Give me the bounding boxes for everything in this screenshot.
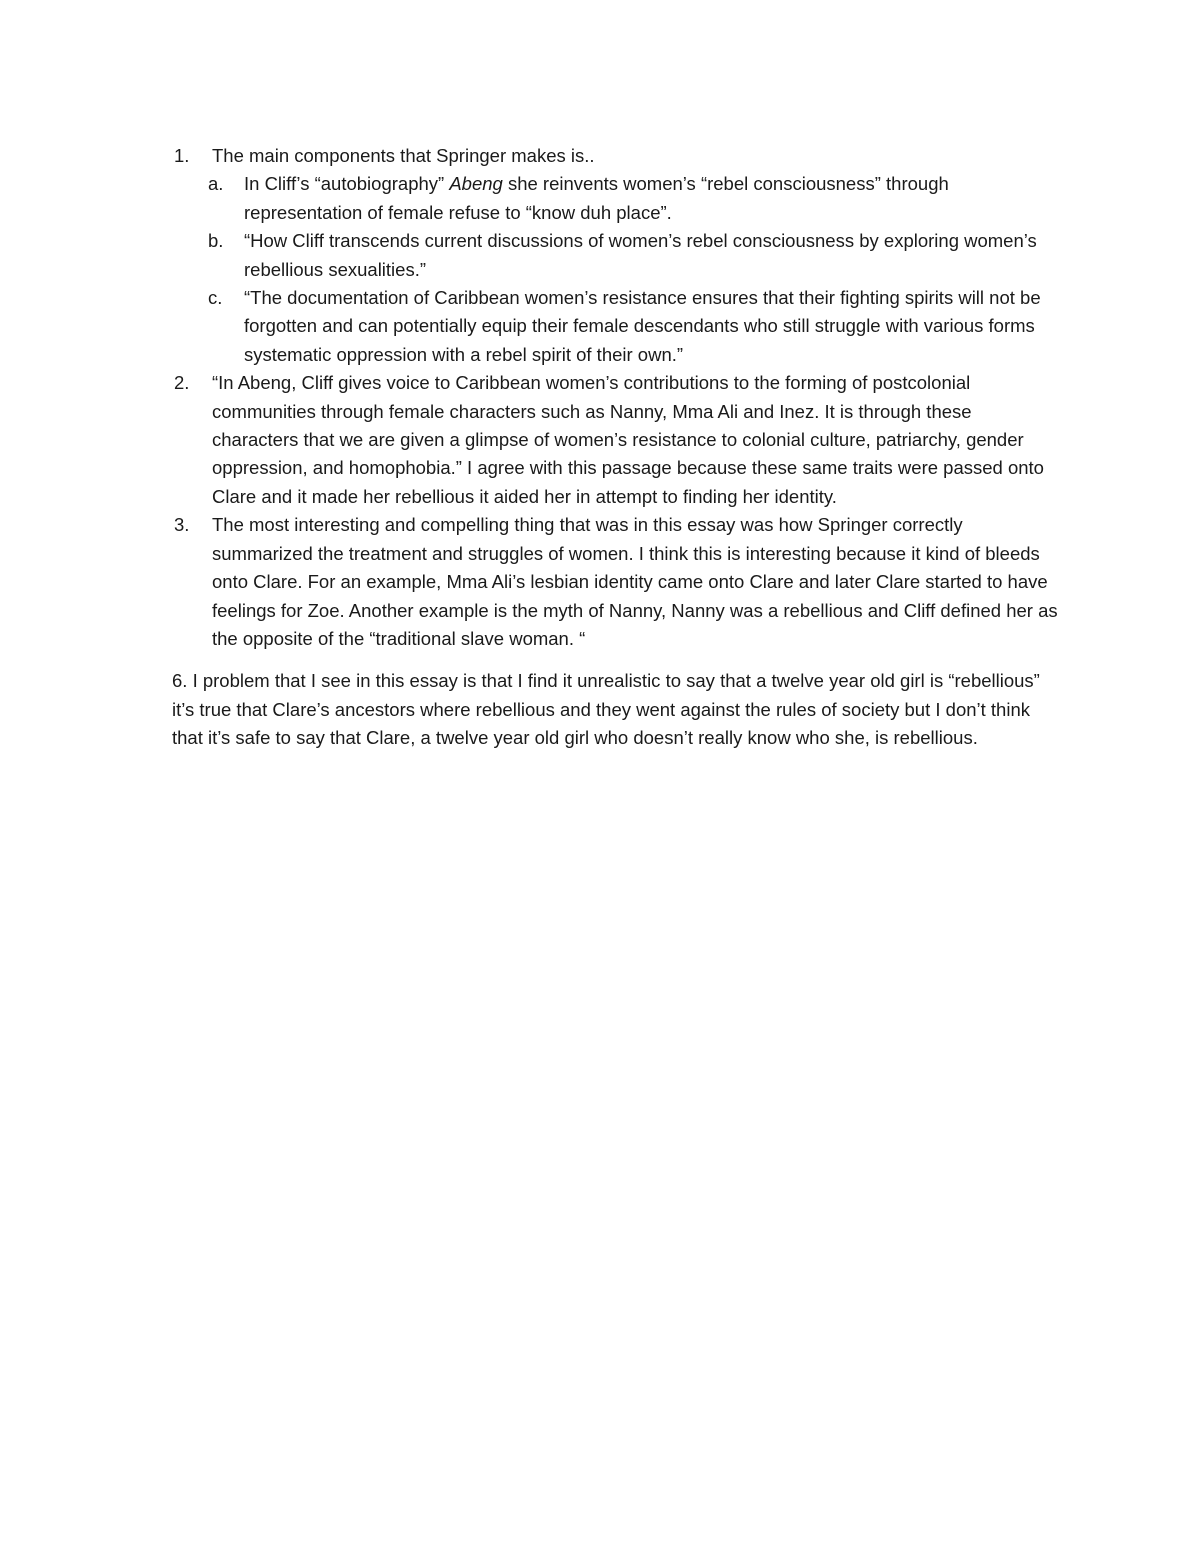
list-item-text: “In Abeng, Cliff gives voice to Caribbean women’s contributions to the forming of postcolonial communities through female characters such as Nanny, Mma Ali and Inez. It is through these characters that we are given a glimpse of women’s resistance to colonial culture, patriarchy, gender oppression, and homophobia.” I agree with this passage because these same traits were passed onto Clare and it made her rebellious it aided her in attempt to finding her identity. (212, 372, 1044, 507)
sub-item-text-end: she reinvents women’s “rebel consciousness” through representation of female refuse to “know duh place”. (244, 173, 949, 223)
list-number: 3. (174, 514, 190, 536)
document-body (172, 142, 1062, 753)
sub-item-text: “The documentation of Caribbean women’s resistance ensures that their fighting spirits will not be forgotten and can potentially equip their female descendants who still struggle with various forms systematic oppression with a rebel spirit of their own.” (244, 287, 1041, 365)
list-item-3 (172, 511, 1062, 653)
list-item-1 (172, 142, 1062, 170)
sub-item-b (172, 227, 1062, 284)
sub-item-text-start: In Cliff’s “autobiography” (244, 173, 450, 195)
sub-item-letter: b. (208, 230, 224, 252)
list-item-2 (172, 369, 1062, 511)
list-number: 1. (174, 145, 190, 166)
sub-item-a (172, 170, 1062, 227)
sub-item-c (172, 284, 1062, 369)
list-item-text: The main components that Springer makes is.. (212, 145, 595, 166)
sub-item-letter: c. (208, 287, 223, 309)
paragraph-6 (172, 667, 1062, 752)
list-number: 2. (174, 372, 190, 394)
paragraph-text: I problem that I see in this essay is that I find it unrealistic to say that a twelve year old girl is “rebellious” it’s true that Clare’s ancestors where rebellious and they went against the rules of society but I don’t think that it’s safe to say that Clare, a twelve year old girl who doesn’t really know who she, is rebellious. (172, 670, 1040, 749)
sub-item-text: “How Cliff transcends current discussions of women’s rebel consciousness by exploring women’s rebellious sexualities.” (244, 230, 1037, 280)
paragraph-number: 6. (172, 670, 188, 692)
sub-item-letter: a. (208, 173, 224, 195)
book-title-italic: Abeng (449, 173, 503, 195)
list-item-text: The most interesting and compelling thing that was in this essay was how Springer correctly summarized the treatment and struggles of women. I think this is interesting because it kind of bleeds onto Clare. For an example, Mma Ali’s lesbian identity came onto Clare and later Clare started to have feelings for Zoe. Another example is the myth of Nanny, Nanny was a rebellious and Cliff defined her as the opposite of the “traditional slave woman. “ (212, 514, 1058, 649)
